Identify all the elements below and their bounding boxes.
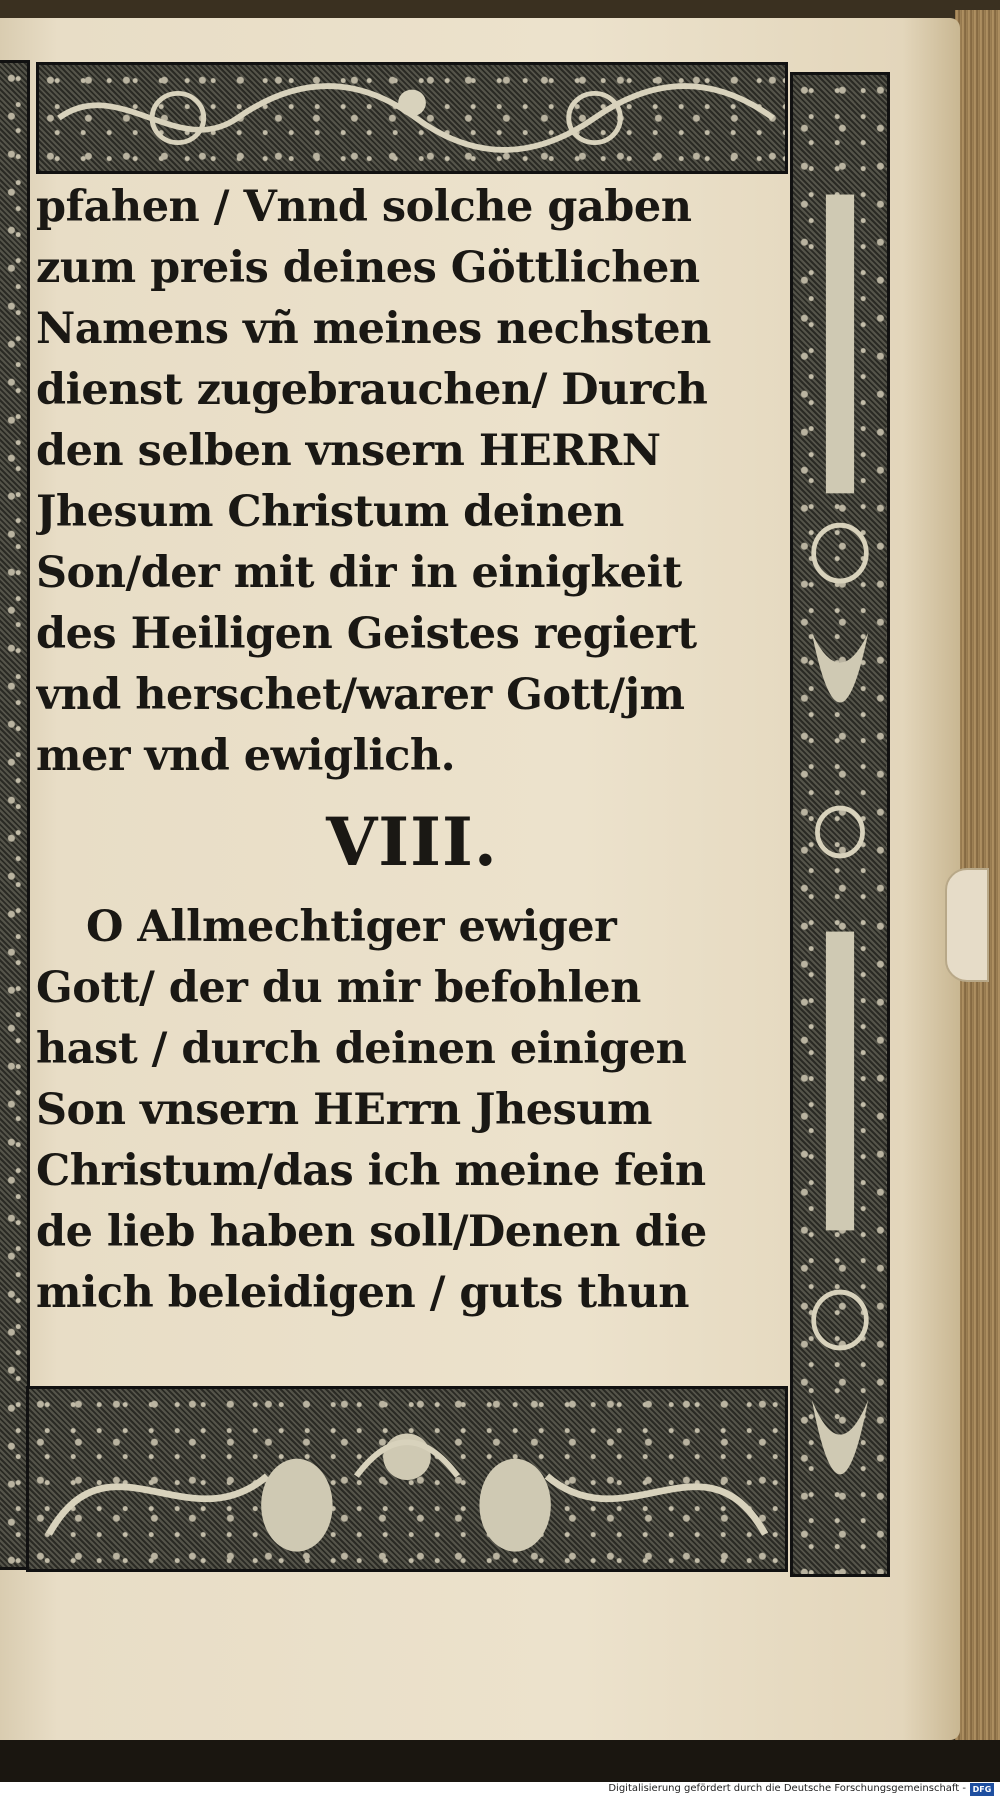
text-line: pfahen / Vnnd solche gaben: [36, 182, 692, 232]
section-heading: VIII.: [326, 803, 498, 881]
dfg-logo: DFG: [970, 1783, 994, 1796]
text-line: Gott/ der du mir befohlen: [36, 963, 641, 1013]
text-line: den selben vnsern HERRN: [36, 426, 661, 476]
scan-bottom-edge: [0, 1740, 1000, 1782]
text-line: hast / durch deinen einigen: [36, 1024, 687, 1074]
woodcut-border-right: [790, 72, 890, 1577]
text-line: Son vnsern HErrn Jhesum: [36, 1085, 653, 1135]
text-line: Son/der mit dir in einigkeit: [36, 548, 682, 598]
page-tab-marker: [945, 868, 989, 982]
text-line: Namens vñ meines nechsten: [36, 304, 711, 354]
text-line: dienst zugebrauchen/ Durch: [36, 365, 708, 415]
text-line: mer vnd ewiglich.: [36, 731, 456, 781]
prayer-text-block: [36, 180, 788, 1380]
text-line: zum preis deines Göttlichen: [36, 243, 700, 293]
text-line: Christum/das ich meine fein: [36, 1146, 706, 1196]
digitization-credit: Digitalisierung gefördert durch die Deutsche Forschungsgemeinschaft -: [608, 1783, 966, 1794]
woodcut-border-top: [36, 62, 788, 174]
text-line: O Allmechtiger ewiger: [86, 902, 617, 952]
text-line: vnd herschet/warer Gott/jm: [36, 670, 685, 720]
text-line: des Heiligen Geistes regiert: [36, 609, 697, 659]
text-line: mich beleidigen / guts thun: [36, 1268, 689, 1318]
text-line: Jhesum Christum deinen: [36, 487, 624, 537]
woodcut-border-left: [0, 60, 30, 1570]
woodcut-border-bottom: [26, 1386, 788, 1572]
text-line: de lieb haben soll/Denen die: [36, 1207, 707, 1257]
